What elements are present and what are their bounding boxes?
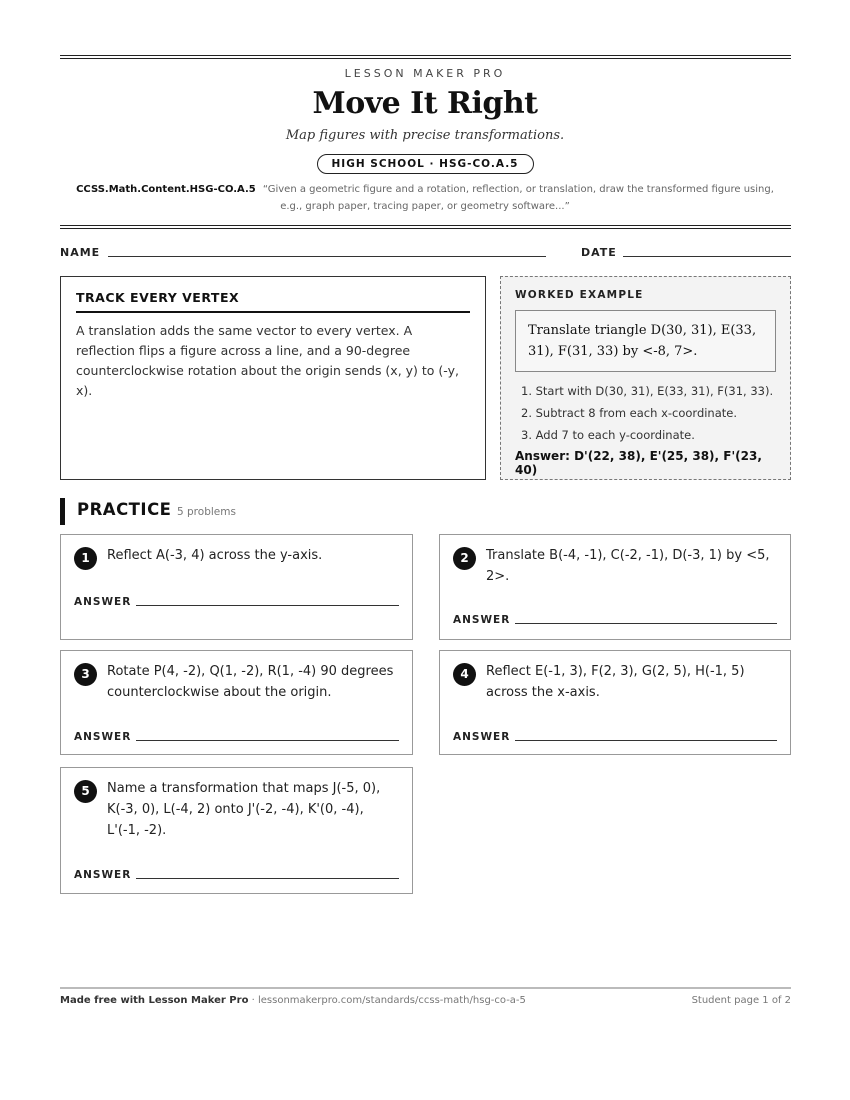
answer-label: ANSWER	[453, 731, 511, 743]
worked-example-problem: Translate triangle D(30, 31), E(33, 31), F(31, 33) by <-8, 7>.	[515, 310, 776, 372]
name-label: NAME	[60, 246, 101, 259]
standard-text: “Given a geometric figure and a rotation, reflection, or translation, draw the transformed figure using, e.g., graph paper, tracing paper, or geometry software...”	[262, 184, 774, 212]
answer-field[interactable]	[136, 878, 399, 879]
problem-card-3	[60, 650, 413, 755]
concept-heading: TRACK EVERY VERTEX	[76, 290, 470, 313]
header-bottom-rule-2	[60, 228, 791, 229]
header-bottom-rule-1	[60, 225, 791, 226]
problem-number: 5	[74, 780, 97, 803]
answer-field[interactable]	[515, 740, 777, 741]
practice-accent-bar	[60, 498, 65, 525]
answer-field[interactable]	[515, 623, 777, 624]
answer-label: ANSWER	[453, 614, 511, 626]
practice-title: PRACTICE	[77, 500, 172, 519]
worked-example-step: 2. Subtract 8 from each x-coordinate.	[521, 406, 738, 420]
brand-name: LESSON MAKER PRO	[344, 67, 506, 80]
grade-badge: HIGH SCHOOL · HSG-CO.A.5	[317, 154, 534, 174]
worked-example-step: 1. Start with D(30, 31), E(33, 31), F(31, 33).	[521, 384, 774, 398]
page-subtitle: Map figures with precise transformations.	[285, 128, 565, 143]
concept-box	[60, 276, 486, 480]
problem-card-4	[439, 650, 791, 755]
date-field[interactable]	[623, 256, 791, 257]
problem-number: 2	[453, 547, 476, 570]
footer-url[interactable]: · lessonmakerpro.com/standards/ccss-math/hsg-co-a-5	[248, 995, 526, 1006]
standard-description	[64, 181, 786, 215]
top-rule-1	[60, 55, 791, 56]
problem-number: 1	[74, 547, 97, 570]
answer-label: ANSWER	[74, 869, 132, 881]
problem-card-1	[60, 534, 413, 640]
problem-number: 4	[453, 663, 476, 686]
practice-count: 5 problems	[177, 506, 236, 518]
worked-example-box	[500, 276, 791, 480]
worked-example-step: 3. Add 7 to each y-coordinate.	[521, 428, 695, 442]
problem-text: Reflect A(-3, 4) across the y-axis.	[107, 548, 323, 563]
answer-label: ANSWER	[74, 731, 132, 743]
page-title: Move It Right	[312, 86, 538, 121]
worked-example-steps	[515, 380, 776, 446]
answer-field[interactable]	[136, 740, 399, 741]
problem-number: 3	[74, 663, 97, 686]
name-field[interactable]	[108, 256, 546, 257]
footer-credit	[60, 995, 526, 1006]
problem-card-2	[439, 534, 791, 640]
problem-text: Name a transformation that maps J(-5, 0), K(-3, 0), L(-4, 2) onto J'(-2, -4), K'(0, -4), L'(-1, -2).	[107, 781, 381, 838]
answer-label: ANSWER	[74, 596, 132, 608]
grade-badge-wrap	[0, 152, 850, 174]
date-label: DATE	[581, 246, 617, 259]
answer-field[interactable]	[136, 605, 399, 606]
problem-card-5	[60, 767, 413, 894]
worked-example-heading: WORKED EXAMPLE	[515, 289, 644, 301]
standard-code: CCSS.Math.Content.HSG-CO.A.5	[76, 184, 256, 195]
problem-text: Translate B(-4, -1), C(-2, -1), D(-3, 1) by <5, 2>.	[486, 548, 770, 584]
problem-text: Reflect E(-1, 3), F(2, 3), G(2, 5), H(-1, 5) across the x-axis.	[486, 664, 745, 700]
worked-example-answer: Answer: D'(22, 38), E'(25, 38), F'(23, 40)	[515, 449, 762, 477]
footer-made-with: Made free with Lesson Maker Pro	[60, 995, 249, 1006]
concept-body: A translation adds the same vector to every vertex. A reflection flips a figure across a line, and a 90-degree counterclockwise rotation about the origin sends (x, y) to (-y, x).	[76, 323, 459, 398]
problem-text: Rotate P(4, -2), Q(1, -2), R(1, -4) 90 degrees counterclockwise about the origin.	[107, 664, 394, 700]
footer-page-number: Student page 1 of 2	[691, 995, 791, 1006]
top-rule-2	[60, 58, 791, 59]
footer-rule	[60, 987, 791, 989]
